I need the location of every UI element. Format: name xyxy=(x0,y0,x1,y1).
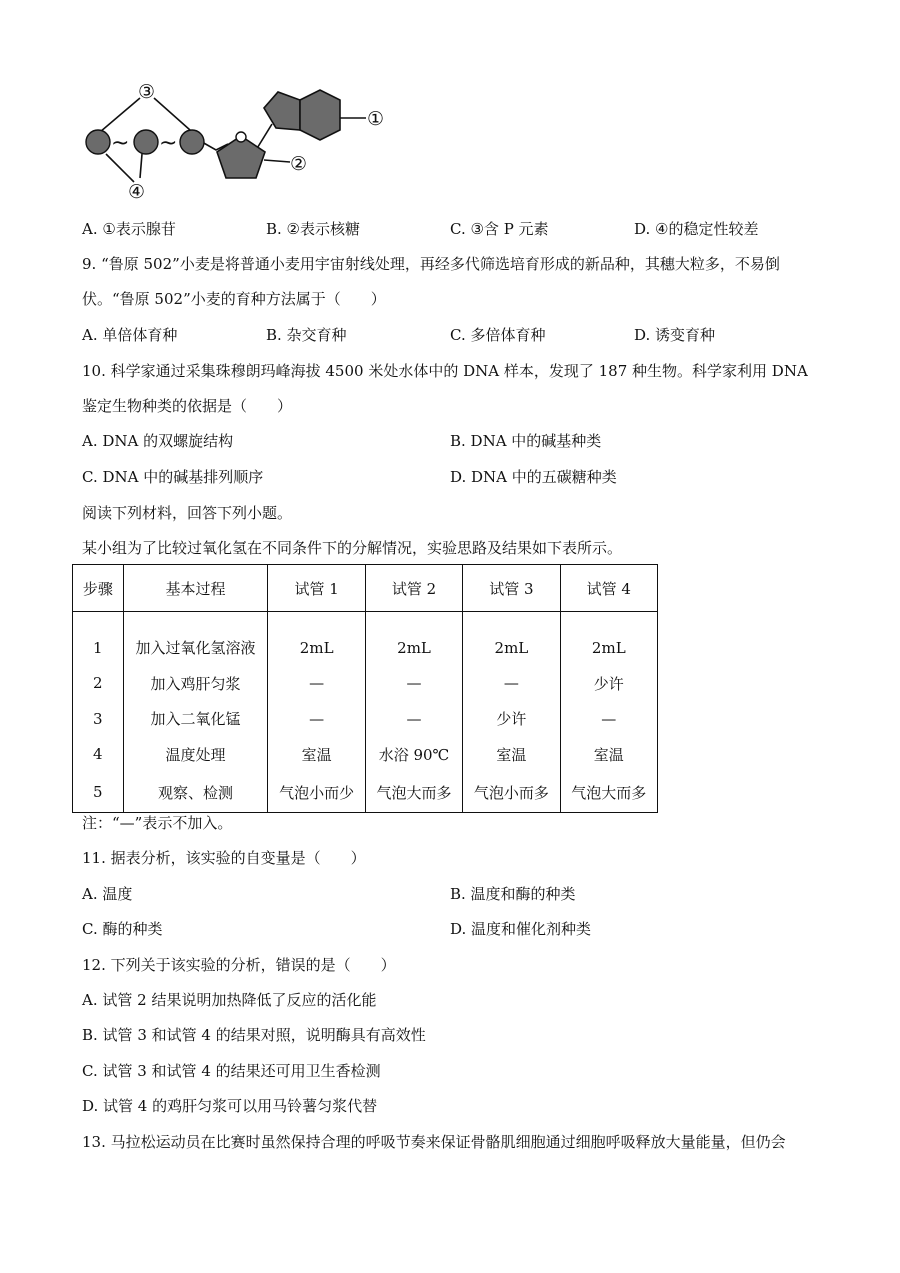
q9-stem-line-1: 9. “鲁原 502”小麦是将普通小麦用宇宙射线处理，再经多代筛选培育形成的新品种，其穗大粒多，不易倒 xyxy=(82,255,780,273)
label-2: ② xyxy=(290,153,308,175)
table-header-cell: 试管 4 xyxy=(560,565,657,612)
q12-option-b[interactable]: B. 试管 3 和试管 4 的结果对照，说明酶具有高效性 xyxy=(82,1026,426,1044)
table-row xyxy=(73,772,658,813)
q8-option-c[interactable]: C. ③含 P 元素 xyxy=(450,220,549,238)
table-cell: 加入过氧化氢溶液 xyxy=(123,612,268,666)
q10-option-d[interactable]: D. DNA 中的五碳糖种类 xyxy=(450,468,617,486)
table-cell: 2 xyxy=(73,666,124,702)
q12-stem: 12. 下列关于该实验的分析，错误的是（ ） xyxy=(82,956,396,974)
q12-option-d[interactable]: D. 试管 4 的鸡肝匀浆可以用马铃薯匀浆代替 xyxy=(82,1097,378,1115)
q11-option-d[interactable]: D. 温度和催化剂种类 xyxy=(450,920,592,938)
table-cell: — xyxy=(268,701,365,737)
table-cell: 3 xyxy=(73,701,124,737)
q13-stem-line-1: 13. 马拉松运动员在比赛时虽然保持合理的呼吸节奏来保证骨骼肌细胞通过细胞呼吸释放大量能量，但仍会 xyxy=(82,1133,786,1151)
table-cell: — xyxy=(365,666,462,702)
table-header-cell: 步骤 xyxy=(73,565,124,612)
base-five-ring xyxy=(264,92,300,130)
table-cell: 加入二氧化锰 xyxy=(123,701,268,737)
table-cell: 2mL xyxy=(560,612,657,666)
table-cell: 室温 xyxy=(463,737,560,773)
q8-option-a[interactable]: A. ①表示腺苷 xyxy=(82,220,176,238)
atp-structure-diagram xyxy=(78,78,408,208)
table-header-row xyxy=(73,565,658,612)
table-cell: 少许 xyxy=(560,666,657,702)
table-cell: 气泡大而多 xyxy=(365,772,462,813)
reading-intro: 阅读下列材料，回答下列小题。 xyxy=(82,504,293,522)
table-cell: 气泡小而少 xyxy=(268,772,365,813)
q11-stem: 11. 据表分析，该实验的自变量是（ ） xyxy=(82,849,366,867)
table-cell: 少许 xyxy=(463,701,560,737)
table-cell: 室温 xyxy=(268,737,365,773)
table-cell: 4 xyxy=(73,737,124,773)
table-row xyxy=(73,737,658,773)
table-cell: — xyxy=(463,666,560,702)
table-cell: 2mL xyxy=(365,612,462,666)
q10-stem-line-2: 鉴定生物种类的依据是（ ） xyxy=(82,397,293,415)
table-cell: 5 xyxy=(73,772,124,813)
q12-option-a[interactable]: A. 试管 2 结果说明加热降低了反应的活化能 xyxy=(82,991,377,1009)
phosphate-circle-1 xyxy=(86,130,110,154)
q9-stem-line-2: 伏。“鲁原 502”小麦的育种方法属于（ ） xyxy=(82,290,386,308)
table-cell: 水浴 90℃ xyxy=(365,737,462,773)
q10-option-a[interactable]: A. DNA 的双螺旋结构 xyxy=(82,432,234,450)
q9-option-c[interactable]: C. 多倍体育种 xyxy=(450,326,546,344)
table-cell: — xyxy=(268,666,365,702)
q8-option-b[interactable]: B. ②表示核糖 xyxy=(266,220,361,238)
oxygen-ring-atom xyxy=(236,132,246,142)
table-cell: — xyxy=(365,701,462,737)
q10-option-b[interactable]: B. DNA 中的碱基种类 xyxy=(450,432,602,450)
q11-option-c[interactable]: C. 酶的种类 xyxy=(82,920,163,938)
phosphate-circle-3 xyxy=(180,130,204,154)
table-note: 注：“—”表示不加入。 xyxy=(82,814,233,832)
base-six-ring xyxy=(300,90,340,140)
table-cell: 气泡小而多 xyxy=(463,772,560,813)
table-row xyxy=(73,701,658,737)
table-header-cell: 试管 3 xyxy=(463,565,560,612)
table-cell: — xyxy=(560,701,657,737)
experiment-table xyxy=(72,564,658,813)
table-cell: 2mL xyxy=(463,612,560,666)
q9-option-a[interactable]: A. 单倍体育种 xyxy=(82,326,178,344)
table-row xyxy=(73,612,658,666)
table-cell: 加入鸡肝匀浆 xyxy=(123,666,268,702)
q10-stem-line-1: 10. 科学家通过采集珠穆朗玛峰海拔 4500 米处水体中的 DNA 样本，发现了 187 种生物。科学家利用 DNA xyxy=(82,362,808,380)
q8-option-d[interactable]: D. ④的稳定性较差 xyxy=(634,220,759,238)
material-intro: 某小组为了比较过氧化氢在不同条件下的分解情况，实验思路及结果如下表所示。 xyxy=(82,539,623,557)
q10-option-c[interactable]: C. DNA 中的碱基排列顺序 xyxy=(82,468,264,486)
high-energy-bond-1: ~ xyxy=(111,131,130,156)
label-3: ③ xyxy=(138,81,156,103)
table-header-cell: 试管 2 xyxy=(365,565,462,612)
table-cell: 2mL xyxy=(268,612,365,666)
high-energy-bond-2: ~ xyxy=(159,131,178,156)
table-row xyxy=(73,666,658,702)
phosphate-circle-2 xyxy=(134,130,158,154)
q12-option-c[interactable]: C. 试管 3 和试管 4 的结果还可用卫生香检测 xyxy=(82,1062,381,1080)
table-cell: 温度处理 xyxy=(123,737,268,773)
table-cell: 室温 xyxy=(560,737,657,773)
label-1: ① xyxy=(367,108,385,130)
table-cell: 1 xyxy=(73,612,124,666)
q9-option-d[interactable]: D. 诱变育种 xyxy=(634,326,716,344)
label-4: ④ xyxy=(128,181,146,203)
q11-option-b[interactable]: B. 温度和酶的种类 xyxy=(450,885,576,903)
table-header-cell: 基本过程 xyxy=(123,565,268,612)
table-header-cell: 试管 1 xyxy=(268,565,365,612)
q11-option-a[interactable]: A. 温度 xyxy=(82,885,133,903)
table-cell: 观察、检测 xyxy=(123,772,268,813)
q9-option-b[interactable]: B. 杂交育种 xyxy=(266,326,347,344)
table-cell: 气泡大而多 xyxy=(560,772,657,813)
